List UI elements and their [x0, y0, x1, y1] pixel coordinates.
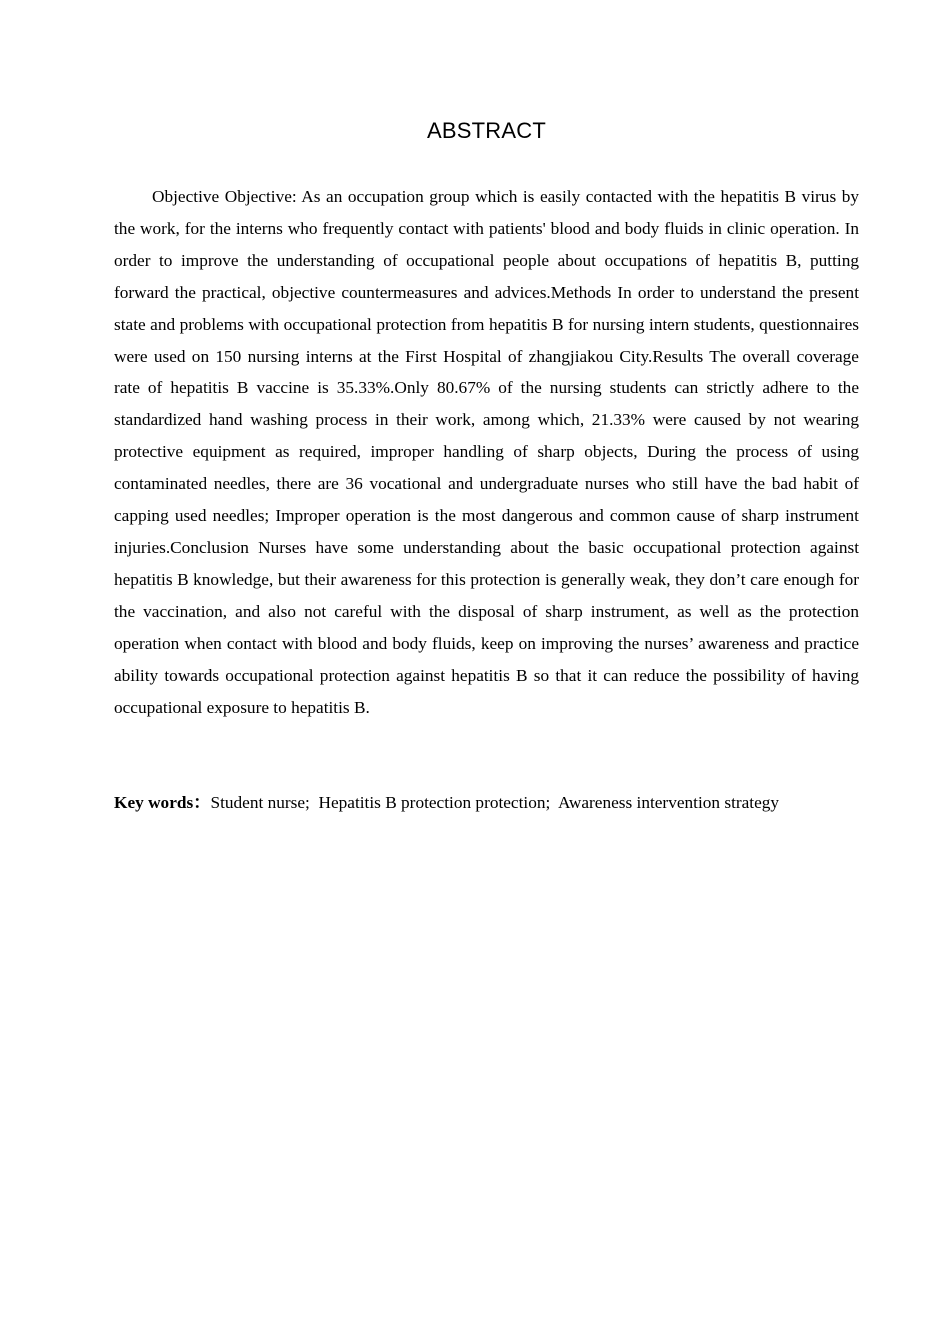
keywords-line: [114, 788, 874, 818]
results-heading: Results: [652, 346, 704, 366]
results-text: The overall coverage rate of hepatitis B vaccine is 35.33%.Only 80.67% of the nursing students can strictly adhere to the standardized hand washing process in their work, among which, 21.33% were caused by not wearing protective equipment as required, improper handling of sharp objects, During the process of using contaminated needles, there are 36 vocational and undergraduate nurses who still have the bad habit of capping used needles; Improper operation is the most dangerous and common cause of sharp instrument injuries.: [114, 346, 864, 557]
keywords-label: Key words：: [114, 793, 211, 812]
abstract-body: [114, 181, 864, 723]
keywords-list: Student nurse; Hepatitis B protection protection; Awareness intervention strategy: [210, 793, 780, 812]
methods-heading: Methods: [550, 282, 612, 302]
objective-heading: Objective: [152, 187, 220, 206]
conclusion-heading: Conclusion: [170, 537, 249, 557]
methods-text: In order to understand the present state and problems with occupational protection from hepatitis B for nursing intern students, questionnaires were used on 150 nursing interns at the First Hospital of zhangjiakou City.: [114, 282, 864, 366]
abstract-title: ABSTRACT: [427, 118, 546, 143]
conclusion-text: Nurses have some understanding about the basic occupational protection against hepatitis B knowledge, but their awareness for this protection is generally weak, they don’t care enough for the vaccination, and also not careful with the disposal of sharp instrument, as well as the protection operation when contact with blood and body fluids, keep on improving the nurses’ awareness and practice ability towards occupational protection against hepatitis B so that it can reduce the possibility of having occupational exposure to hepatitis B.: [114, 537, 864, 717]
objective-text: Objective: As an occupation group which is easily contacted with the hepatitis B virus by the work, for the interns who frequently contact with patients' blood and body fluids in clinic operation. In order to improve the understanding of occupational people about occupations of hepatitis B, putting forward the practical, objective countermeasures and advices.: [114, 187, 864, 302]
